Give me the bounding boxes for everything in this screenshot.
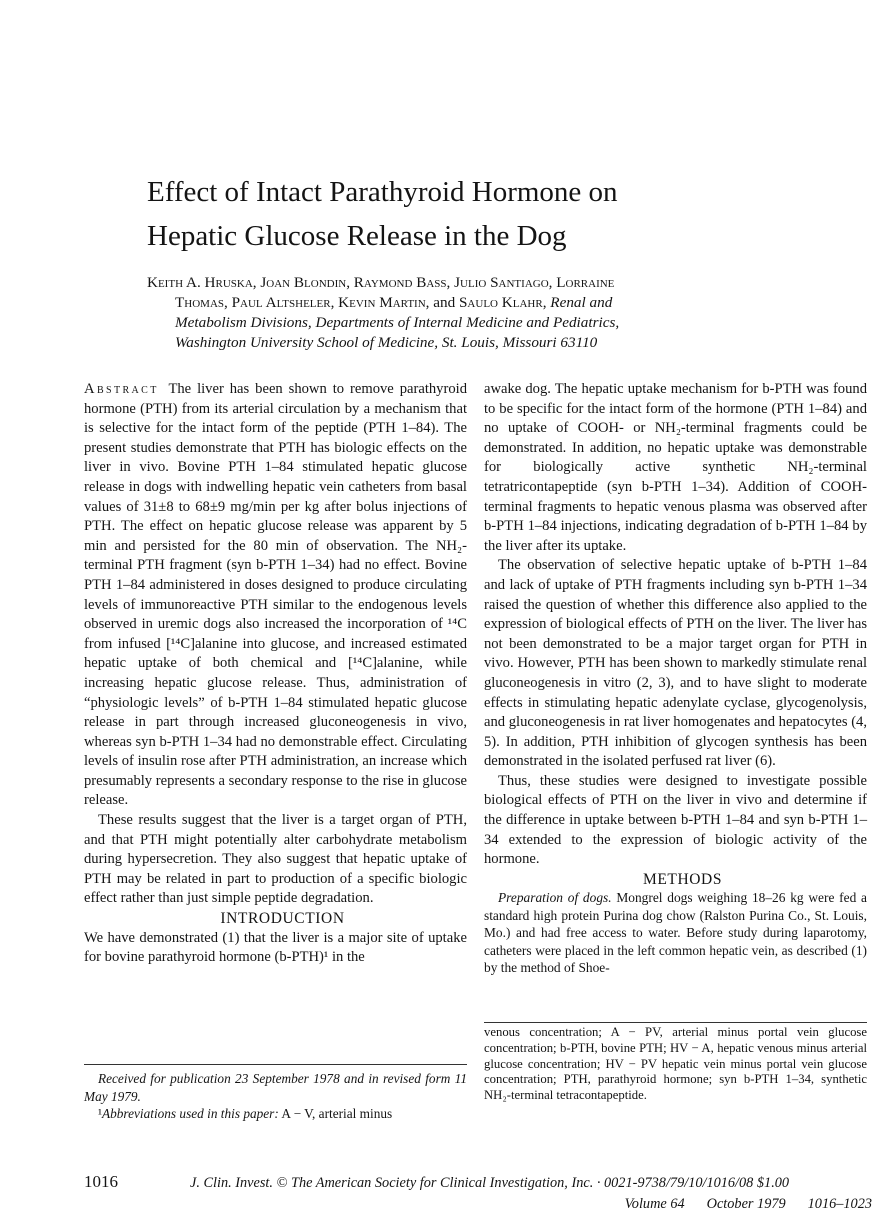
footnote-rule-right — [484, 1022, 867, 1023]
abbrev-mark: ¹ — [98, 1106, 102, 1121]
abstract-paragraph-2: These results suggest that the liver is a target organ of PTH, and that PTH might potentially alter carbohydrate metabolism during hypersecretion. They also suggest that hepatic uptake of PTH may be related in part to production of a specific biologic effect rather than just simple peptide degradation. — [84, 812, 467, 907]
abstract-paragraph-1 — [84, 380, 467, 811]
author-names-line-1: Keith A. Hruska, Joan Blondin, Raymond Bass, Julio Santiago, Lorraine — [147, 274, 615, 291]
introduction-paragraph-1-cont: awake dog. The hepatic uptake mechanism for b-PTH was found to be specific for the intact form of the hormone (PTH 1–84) and no uptake of COOH- or NH₂-terminal fragments could be demonstrated. In addition, no hepatic uptake was demonstrable for biologically active synthetic NH₂-terminal tetratricontapeptide (syn b-PTH 1–34). Addition of COOH-terminal fragments to hepatic venous plasma was observed after b-PTH 1–84 injections, indicating degradation of b-PTH 1–84 by the liver after its uptake. — [484, 381, 867, 554]
issue-date: October 1979 — [706, 1196, 786, 1212]
introduction-paragraph-1-start: We have demonstrated (1) that the liver is a major site of uptake for bovine parathyroid hormone (b-PTH)¹ in the — [84, 929, 467, 966]
page-range: 1016–1023 — [807, 1196, 872, 1212]
abbrev-label: Abbreviations used in this paper: — [102, 1106, 279, 1121]
page-number: 1016 — [84, 1172, 118, 1191]
abstract-heading: Abstract — [84, 381, 159, 397]
abbrev-text-cont: venous concentration; A − PV, arterial minus portal vein glucose concentration; b-PTH, bovine PTH; HV − A, hepatic venous minus arterial glucose concentration; HV − PV hepatic vein minus portal vein glucose concentration; PTH, parathyroid hormone; syn b-PTH 1–34, synthetic NH₂-terminal tetracontapeptide. — [484, 1025, 867, 1103]
volume-line — [462, 1196, 872, 1213]
abstract-text-1: The liver has been shown to remove parathyroid hormone (PTH) from its arterial circulation by a mechanism that is selective for the intact form of the peptide (PTH 1–84). The present studies demonstrate that PTH has biologic effects on the liver in vivo. Bovine PTH 1–84 stimulated hepatic glucose release in dogs with indwelling hepatic vein catheters from basal values of 31±8 to 68±9 mg/min per kg after bolus injections of PTH. The effect on hepatic glucose release was apparent by 5 min and persisted for the 80 min of observation. The NH₂-terminal PTH fragment (syn b-PTH 1–34) had no effect. Bovine PTH 1–84 administered in doses designed to produce circulating levels of immunoreactive PTH similar to the endogenous levels observed in uremic dogs also increased the incorporation of ¹⁴C from infused [¹⁴C]alanine into glucose, and increased estimated hepatic uptake of both chemical and [¹⁴C]alanine, while increasing hepatic glucose release. Thus, administration of “physiologic levels” of b-PTH 1–84 stimulated hepatic glucose release in part through increased gluconeogenesis in vivo, whereas syn b-PTH 1–34 had no demonstrable effect. Circulating levels of insulin rose after PTH administration, an increase which presumably represents a secondary response to the rise in glucose release. — [84, 381, 467, 809]
footnotes-right — [484, 1025, 867, 1104]
author-names-last: Saulo Klahr, — [458, 294, 547, 311]
footnotes-left — [84, 1070, 467, 1123]
introduction-heading: INTRODUCTION — [220, 910, 345, 928]
author-names-line-2-text: Thomas, Paul Altsheler, Kevin Martin, — [175, 294, 430, 311]
journal-citation: J. Clin. Invest. © The American Society for Clinical Investigation, Inc. · 0021-9738/79/10/1016/08 $1.00 — [190, 1175, 790, 1191]
introduction-paragraph-2: The observation of selective hepatic uptake of b-PTH 1–84 and lack of uptake of PTH fragments including syn b-PTH 1–34 raised the question of whether this difference also applied to the expression of biological effects of PTH on the liver. The liver has not been demonstrated to be a major target organ for PTH in vivo. However, PTH has been shown to markedly stimulate renal gluconeogenesis in vitro (2, 3), and to have slight to moderate effects in stimulating hepatic adenylate cyclase, glycogenolysis, and gluconeogenesis in rat liver homogenates and hepatocytes (4, 5). In addition, PTH inhibition of glycogen synthesis has been demonstrated in the isolated perfused rat liver (6). — [484, 557, 867, 770]
article-title — [147, 170, 827, 258]
title-line-1: Effect of Intact Parathyroid Hormone on — [147, 176, 618, 208]
right-column — [484, 380, 867, 977]
affiliation-line-3: Washington University School of Medicine, St. Louis, Missouri 63110 — [175, 334, 598, 351]
author-block — [147, 273, 747, 353]
author-and: and — [433, 294, 456, 311]
affiliation-line-2: Metabolism Divisions, Departments of Internal Medicine and Pediatrics, — [175, 314, 620, 331]
methods-paragraph-1 — [484, 889, 867, 977]
affiliation-part-1: Renal and — [550, 294, 613, 311]
introduction-paragraph-3: Thus, these studies were designed to investigate possible biological effects of PTH on the liver in vivo and determine if the difference in uptake between b-PTH 1–84 and syn b-PTH 1–34 extended to the expression of biologic activity of the hormone. — [484, 772, 867, 868]
abbreviations-note — [84, 1105, 467, 1123]
title-line-2: Hepatic Glucose Release in the Dog — [147, 220, 567, 252]
left-column — [84, 380, 467, 968]
methods-subheading: Preparation of dogs. — [498, 890, 612, 906]
methods-text-1: Mongrel dogs weighing 18–26 kg were fed a standard high protein Purina dog chow (Ralston Purina Co., St. Louis, Mo.) and had free access to water. Before study during laparotomy, catheters were placed in the left common hepatic vein, as described (1) by the method of Shoe- — [484, 890, 867, 976]
methods-heading: METHODS — [642, 870, 723, 888]
received-note: Received for publication 23 September 1978 and in revised form 11 May 1979. — [84, 1071, 467, 1104]
author-names-line-2 — [147, 293, 747, 313]
abbrev-text-start: A − V, arterial minus — [281, 1106, 393, 1121]
volume: Volume 64 — [624, 1196, 685, 1212]
footnote-rule-left — [84, 1064, 467, 1065]
